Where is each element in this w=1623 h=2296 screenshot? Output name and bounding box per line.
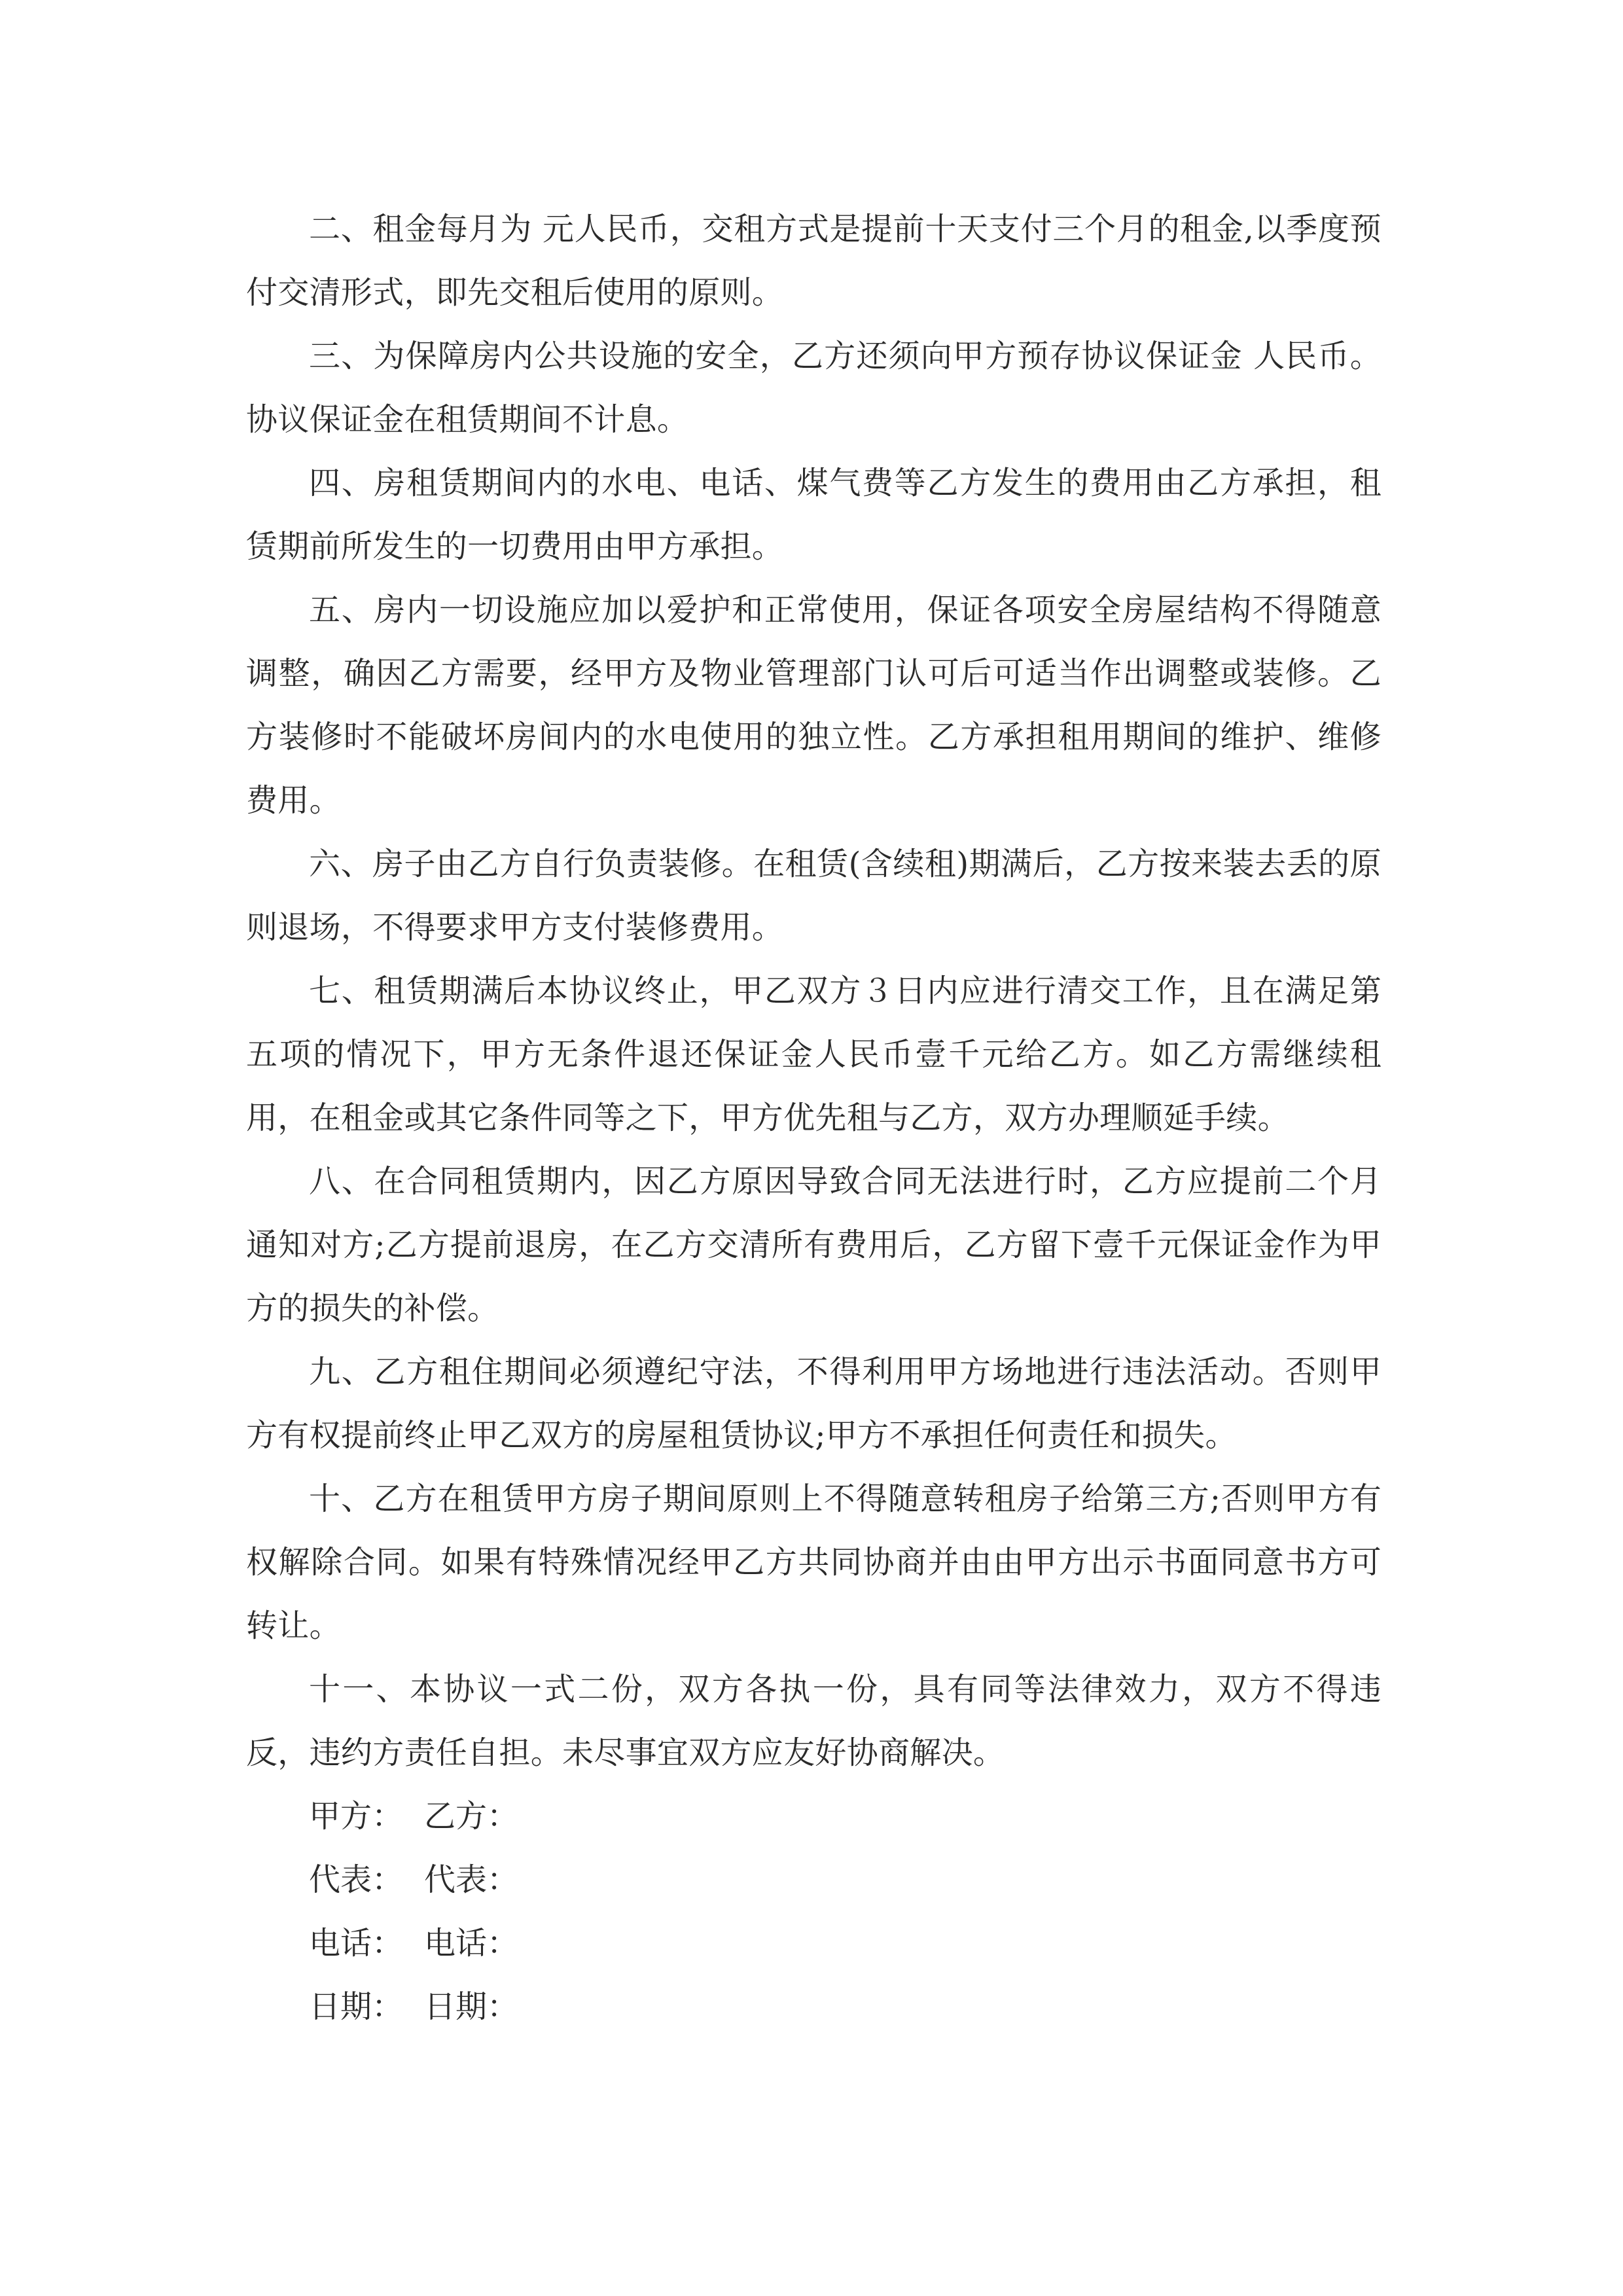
party-a-phone-label: 电话： bbox=[309, 1925, 404, 1962]
clause-7: 七、租赁期满后本协议终止，甲乙双方３日内应进行清交工作，且在满足第五项的情况下，甲方无条件退还保证金人民币壹千元给乙方。如乙方需继续租用，在租金或其它条件同等之下，甲方优先租与乙方，双方办理顺延手续。 bbox=[246, 973, 1382, 1136]
clause-6: 六、房子由乙方自行负责装修。在租赁(含续租)期满后，乙方按来装去丢的原则退场，不得要求甲方支付装修费用。 bbox=[246, 846, 1382, 946]
party-b-date-label: 日期： bbox=[424, 1988, 519, 2025]
party-b-label: 乙方： bbox=[424, 1798, 519, 1835]
clause-4: 四、房租赁期间内的水电、电话、煤气费等乙方发生的费用由乙方承担，租赁期前所发生的一切费用由甲方承担。 bbox=[246, 465, 1382, 565]
clause-10: 十、乙方在租赁甲方房子期间原则上不得随意转租房子给第三方;否则甲方有权解除合同。如果有特殊情况经甲乙方共同协商并由由甲方出示书面同意书方可转让。 bbox=[246, 1480, 1382, 1644]
party-a-representative-label: 代表： bbox=[309, 1861, 404, 1898]
clause-11: 十一、本协议一式二份，双方各执一份，具有同等法律效力，双方不得违反，违约方责任自担。未尽事宜双方应友好协商解决。 bbox=[246, 1671, 1382, 1771]
party-a-label: 甲方： bbox=[309, 1798, 404, 1835]
signature-row-representative bbox=[246, 1848, 1382, 1912]
clause-8: 八、在合同租赁期内，因乙方原因导致合同无法进行时，乙方应提前二个月通知对方;乙方提前退房，在乙方交清所有费用后，乙方留下壹千元保证金作为甲方的损失的补偿。 bbox=[246, 1163, 1382, 1327]
party-b-representative-label: 代表： bbox=[424, 1861, 519, 1898]
signature-row-date bbox=[246, 1975, 1382, 2039]
clause-3: 三、为保障房内公共设施的安全，乙方还须向甲方预存协议保证金 人民币。协议保证金在租赁期间不计息。 bbox=[246, 338, 1382, 438]
signature-block bbox=[246, 1785, 1382, 2039]
signature-row-party bbox=[246, 1785, 1382, 1848]
signature-row-phone bbox=[246, 1912, 1382, 1975]
party-b-phone-label: 电话： bbox=[424, 1925, 519, 1962]
document-body bbox=[246, 198, 1382, 2039]
clause-9: 九、乙方租住期间必须遵纪守法，不得利用甲方场地进行违法活动。否则甲方有权提前终止甲乙双方的房屋租赁协议;甲方不承担任何责任和损失。 bbox=[246, 1354, 1382, 1454]
party-a-date-label: 日期： bbox=[309, 1988, 404, 2025]
clause-2: 二、租金每月为 元人民币，交租方式是提前十天支付三个月的租金,以季度预付交清形式，即先交租后使用的原则。 bbox=[246, 211, 1382, 311]
clause-5: 五、房内一切设施应加以爱护和正常使用，保证各项安全房屋结构不得随意调整，确因乙方需要，经甲方及物业管理部门认可后可适当作出调整或装修。乙方装修时不能破坏房间内的水电使用的独立性。乙方承担租用期间的维护、维修费用。 bbox=[246, 592, 1382, 819]
